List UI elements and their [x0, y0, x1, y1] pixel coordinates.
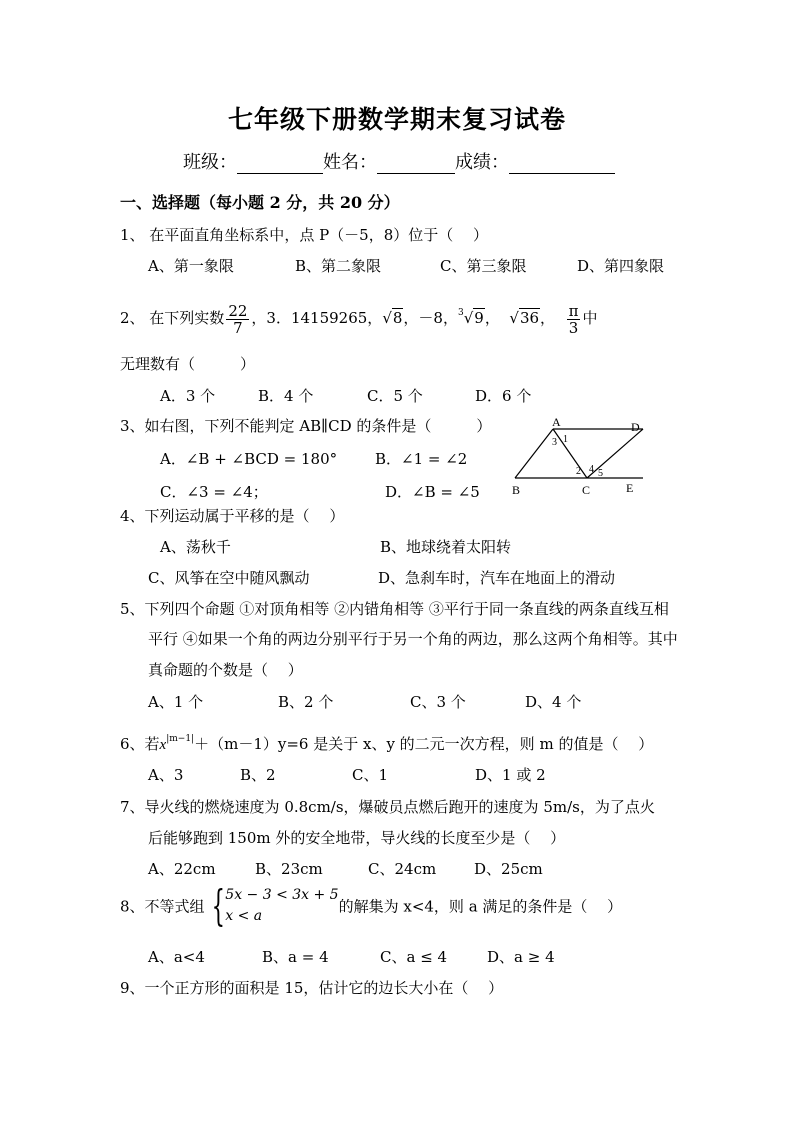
q8-option-a: A、a<4: [148, 948, 205, 966]
q6-power: $x^{|m-1|}$: [159, 734, 195, 753]
question-7-line2: 后能够跑到 150m 外的安全地带，导火线的长度至少是（ ）: [148, 829, 566, 847]
cbrt-9: $^3$√9: [457, 308, 484, 327]
q6-option-c: C、1: [352, 766, 389, 784]
q5-option-a: A、1 个: [148, 693, 204, 711]
angle-4: 4: [589, 464, 594, 475]
q1-option-c: C、第三象限: [440, 257, 527, 275]
q7-option-d: D、25cm: [474, 860, 543, 878]
q2-num: 2、 在下列实数: [120, 309, 225, 327]
question-4: 4、下列运动属于平移的是（ ）: [120, 507, 345, 525]
page-title: 七年级下册数学期末复习试卷: [227, 105, 566, 134]
question-8: 8、不等式组 { 5x − 3 < 3x + 5 x < a 的解集为 x<4，则 a 满足的条件是（ ）: [120, 881, 623, 930]
question-7-line1: 7、导火线的燃烧速度为 0.8cm/s，爆破员点燃后跑开的速度为 5m/s，为了点火: [120, 798, 655, 816]
question-5-line2: 平行 ④如果一个角的两边分别平行于另一个角的两边，那么这两个角相等。其中: [148, 630, 678, 648]
q2-option-d: D．6 个: [475, 387, 532, 405]
question-3: 3、如右图，下列不能判定 AB∥CD 的条件是（ ）: [120, 417, 492, 435]
label-a: A: [552, 415, 561, 429]
class-blank[interactable]: [237, 155, 323, 174]
q8-option-c: C、a ≤ 4: [380, 948, 448, 966]
q4-option-a: A、荡秋千: [160, 538, 231, 556]
q7-option-b: B、23cm: [255, 860, 323, 878]
question-9: 9、一个正方形的面积是 15，估计它的边长大小在（ ）: [120, 979, 504, 997]
fraction-22-7: $\frac{22}{7}$: [228, 301, 248, 337]
q7-option-a: A、22cm: [148, 860, 216, 878]
q4-option-d: D、急刹车时，汽车在地面上的滑动: [378, 569, 616, 587]
angle-2: 2: [576, 466, 581, 477]
q5-option-b: B、2 个: [278, 693, 334, 711]
brace-icon: {: [211, 881, 225, 930]
section-heading: 一、选择题（每小题 2 分，共 20 分）: [120, 193, 400, 212]
q2-option-b: B．4 个: [258, 387, 314, 405]
angle-3: 3: [552, 437, 557, 448]
fraction-pi-3: $\frac{\pi}{3}$: [568, 301, 579, 337]
line-ab: [515, 429, 553, 478]
q3-option-a: A．∠B + ∠BCD = 180°: [160, 450, 338, 468]
question-5-line3: 真命题的个数是（ ）: [148, 661, 303, 679]
q1-option-a: A、第一象限: [148, 257, 234, 275]
question-6: 6、若$x^{|m-1|}+(m-1)y=6$ 是关于 x、y 的二元一次方程，则 m 的值是（ ）: [120, 734, 654, 753]
q5-option-c: C、3 个: [410, 693, 466, 711]
angle-1: 1: [563, 434, 568, 445]
q6-option-a: A、3: [148, 766, 184, 784]
label-e: E: [626, 481, 634, 495]
student-info-line: [183, 148, 615, 174]
line-dc: [587, 429, 643, 478]
q6-option-b: B、2: [240, 766, 276, 784]
q4-option-b: B、地球绕着太阳转: [380, 538, 512, 556]
question-5-line1: 5、下列四个命题 ①对顶角相等 ②内错角相等 ③平行于同一条直线的两条直线互相: [120, 600, 669, 618]
label-b: B: [512, 483, 521, 497]
class-label: 班级：: [183, 152, 237, 173]
name-blank[interactable]: [377, 155, 455, 174]
angle-5: 5: [598, 468, 603, 479]
name-label: 姓名：: [323, 152, 377, 173]
q6-option-d: D、1 或 2: [475, 766, 546, 784]
q8-option-d: D、a ≥ 4: [487, 948, 555, 966]
parallelogram-figure: [505, 412, 655, 498]
question-1: 1、 在平面直角坐标系中，点 P（－5，8）位于（ ）: [120, 226, 489, 244]
q3-option-b: B．∠1 = ∠2: [375, 450, 468, 468]
q1-option-d: D、第四象限: [577, 257, 665, 275]
inequality-system: { 5x − 3 < 3x + 5 x < a: [211, 881, 339, 930]
q8-option-b: B、a = 4: [262, 948, 329, 966]
q3-option-d: D．∠B = ∠5: [385, 483, 480, 501]
sqrt-36: √36: [509, 309, 540, 327]
score-blank[interactable]: [509, 155, 615, 174]
sqrt-8: √8: [382, 309, 403, 327]
q3-option-c: C．∠3 = ∠4；: [160, 483, 268, 501]
q2-option-c: C．5 个: [367, 387, 423, 405]
q2-line2: 无理数有（ ）: [120, 355, 256, 373]
question-2: 2、 在下列实数 $\frac{22}{7}$ ，3．14159265，√8，－8，$^3$√9， √36， $\frac{\pi}{3}$ 中: [120, 294, 597, 337]
q1-option-b: B、第二象限: [295, 257, 382, 275]
q7-option-c: C、24cm: [368, 860, 437, 878]
q2-option-a: A．3 个: [160, 387, 216, 405]
label-d: D: [631, 420, 640, 434]
line-ac: [553, 429, 587, 478]
q4-option-c: C、风筝在空中随风飘动: [148, 569, 310, 587]
score-label: 成绩：: [455, 152, 509, 173]
label-c: C: [582, 483, 591, 497]
q5-option-d: D、4 个: [525, 693, 582, 711]
